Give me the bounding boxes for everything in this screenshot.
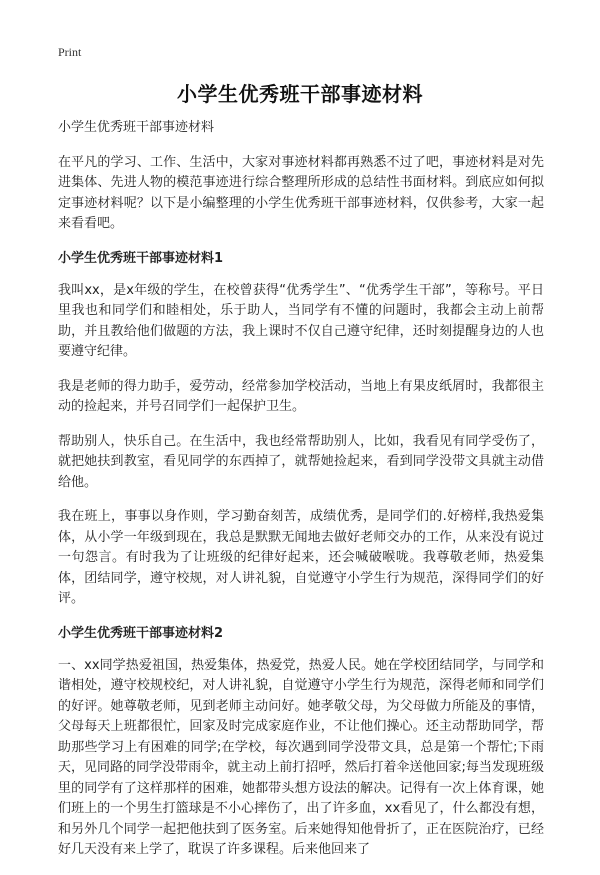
section-paragraph: 我叫xx，是x年级的学生，在校曾获得“优秀学生”、“优秀学生干部”，等称号。平日里我也和同学们和睦相处，乐于助人，当同学有不懂的问题时，我都会主动上前帮助，并且教给他们做题的方法，我上课时不仅自己遵守纪律，还时刻提醒身边的人也要遵守纪律。 [58,282,544,359]
section-paragraph: 帮助别人，快乐自己。在生活中，我也经常帮助别人，比如，我看见有同学受伤了，就把她扶到教室，看见同学的东西掉了，就帮她捡起来，看到同学没带文具就主动借给他。 [58,433,544,490]
document-subtitle: 小学生优秀班干部事迹材料 [58,120,215,135]
document-title: 小学生优秀班干部事迹材料 [177,82,423,106]
section-heading: 小学生优秀班干部事迹材料1 [58,250,224,266]
section-paragraph: 我是老师的得力助手，爱劳动，经常参加学校活动，当地上有果皮纸屑时，我都很主动的捡起来，并号召同学们一起保护卫生。 [58,378,544,414]
section-paragraph: 我在班上，事事以身作则，学习勤奋刻苦，成绩优秀，是同学们的.好榜样,我热爱集体，从小学一年级到现在，我总是默默无闻地去做好老师交办的工作，从来没有说过一句怨言。有时我为了让班级的纪律好起来，还会喊破喉咙。我尊敬老师，热爱集体，团结同学，遵守校规，对人讲礼貌，自觉遵守小学生行为规范，深得同学们的好评。 [58,509,544,606]
document-body [58,118,544,875]
section-paragraph: 一、xx同学热爱祖国，热爱集体，热爱党，热爱人民。她在学校团结同学，与同学和谐相处，遵守校规校纪，对人讲礼貌，自觉遵守小学生行为规范，深得老师和同学们的好评。她尊敬老师，见到老师主动问好。她孝敬父母，为父母做力所能及的事情，父母每天上班都很忙，回家及时完成家庭作业，不让他们操心。还主动帮助同学，帮助那些学习上有困难的同学;在学校，每次遇到同学没带文具，总是第一个帮忙;下雨天，见同路的同学没带雨伞，就主动上前打招呼，然后打着伞送他回家;每当发现班级里的同学有了这样那样的困难，她都带头想方设法的解决。记得有一次上体育课，她们班上的一个男生打篮球是不小心摔伤了，出了许多血，xx看见了，什么都没有想，和另外几个同学一起把他扶到了医务室。后来她得知他骨折了，正在医院治疗，已经好几天没有来上学了，耽误了许多课程。后来他回来了 [58,657,544,857]
print-link[interactable]: Print [58,45,82,59]
intro-paragraph: 在平凡的学习、工作、生活中，大家对事迹材料都再熟悉不过了吧，事迹材料是对先进集体、先进人物的模范事迹进行综合整理所形成的总结性书面材料。到底应如何拟定事迹材料呢？以下是小编整理的小学生优秀班干部事迹材料，仅供参考，大家一起来看看吧。 [58,154,544,231]
section-heading: 小学生优秀班干部事迹材料2 [58,625,224,641]
